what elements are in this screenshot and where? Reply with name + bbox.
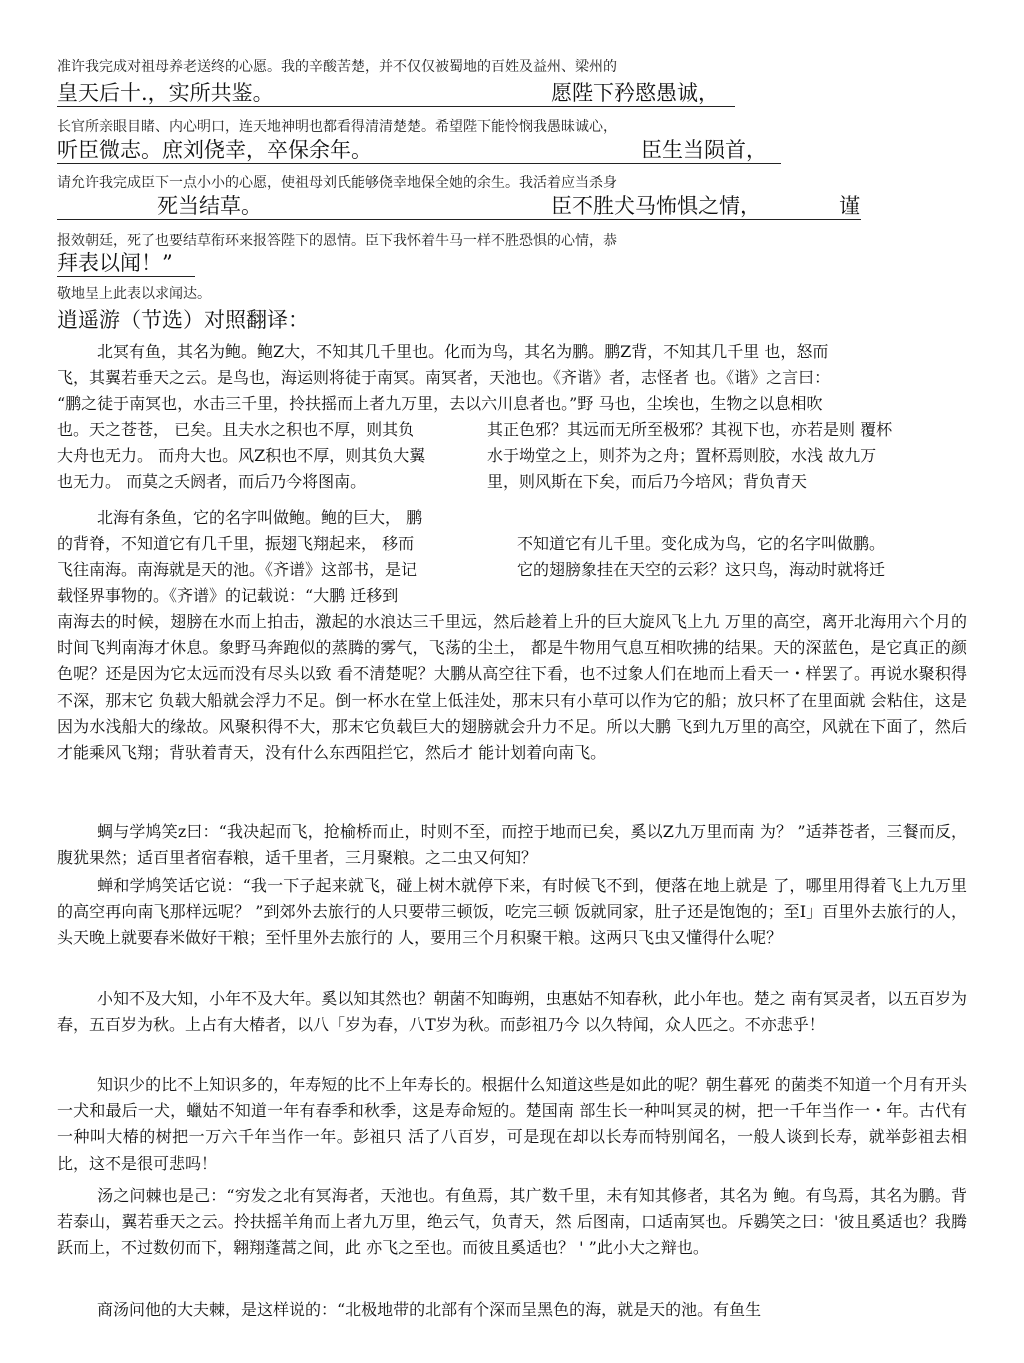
- original-phrase: 臣不胜犬马怖惧之情，: [551, 194, 761, 218]
- paragraph: [57, 986, 967, 1038]
- original-line: [57, 137, 781, 164]
- paragraph: [57, 873, 967, 952]
- text-line: 水于坳堂之上，则芥为之舟；置杯焉则胶，水浅 故九万: [487, 446, 877, 465]
- text-line: 飞往南海。南海就是天的池。《齐谱》这部书，是记: [57, 560, 418, 579]
- original-phrase: 皇天后十.，实所共鉴。: [57, 81, 274, 105]
- paragraph-text: 汤之问棘也是己：“穷发之北有冥海者，天池也。有鱼焉，其广数千里，未有知其修者，其名为 鲍。有鸟焉，其名为鹏。背若泰山，翼若垂天之云。拎扶摇羊角而上者九万里，绝云气，负青天，然 后图南，口适南冥也。斥鷃笑之曰：'彼且奚适也？我腾跃而上，不过数仞而下，翱翔蓬蒿之间，此 亦飞之至也。而彼且奚适也？ ' ”此小大之辩也。: [57, 1186, 967, 1258]
- gloss-line: 敬地呈上此表以求闻达。: [57, 286, 211, 302]
- paragraph-text: 知识少的比不上知识多的，年寿短的比不上年寿长的。根据什么知道这些是如此的呢？朝生暮死 的菌类不知道一个月有开头一犬和最后一犬，蠟姑不知道一年有春季和秋季，这是寿命短的。楚国南 部生长一种叫冥灵的树，把一千年当作一・年。古代有一种叫大椿的树把一万六千年当作一年。彭祖只 活了八百岁，可是现在却以长寿而特别闻名，一般人谈到长寿，就举彭祖去相比，这不是很可悲吗！: [57, 1075, 967, 1173]
- text-line: 载怪界事物的。《齐谱》的记载说：“大鹏 迁移到: [57, 586, 399, 605]
- gloss-line: 报效朝廷，死了也要结草衔环来报答陛下的恩情。臣下我怀着牛马一样不胜恐惧的心情，恭: [57, 233, 617, 249]
- text-line: 大舟也无力。 而舟大也。风Z积也不厚，则其负大翼: [57, 446, 426, 465]
- text-line: 的背脊，不知道它有几千里，振翅飞翔起来， 移而: [57, 534, 415, 553]
- text-line: 北海有条鱼，它的名字叫做鲍。鲍的巨大， 鹏: [97, 508, 423, 527]
- text-line: 也无力。 而莫之夭阏者，而后乃今将图南。: [57, 472, 367, 491]
- paragraph: [57, 819, 967, 871]
- gloss-line: 长官所亲眼目睹、内心明口，连天地神明也都看得清清楚楚。希望陛下能怜悯我愚昧诚心，: [57, 119, 617, 135]
- paragraph: [57, 1072, 967, 1177]
- text-line: 其正色邪？其远而无所至极邪？其视下也，亦若是则 覆杯: [487, 420, 893, 439]
- paragraph: [57, 1297, 967, 1323]
- text-line: 不知道它有儿千里。变化成为鸟，它的名字叫做鹏。: [517, 534, 886, 553]
- text-line: 它的翅膀象挂在天空的云彩？这只鸟，海动时就将迁: [517, 560, 886, 579]
- original-line: [57, 193, 861, 220]
- original-phrase: 臣生当陨首，: [641, 138, 767, 162]
- original-line: [57, 80, 735, 107]
- paragraph: 南海去的时候，翅膀在水而上拍击，激起的水浪达三千里远，然后趁着上升的巨大旋风飞上九 万里的高空，离开北海用六个月的时间飞判南海才休息。象野马奔跑似的蒸腾的雾气，飞荡的尘土， 都是牛物用气息互相吹拂的结果。天的深蓝色，是它真正的颜色呢？还是因为它太远而没有尽头以致 看不清楚呢？大鹏从高空往下看，也不过象人们在地而上看天一・样罢了。再说水聚积得不深，那末它 负载大船就会浮力不足。倒一杯水在堂上低洼处，那末只有小草可以作为它的船；放只杯了在里面就 会粘住，这是因为水浅船大的缘故。风聚积得不大，那末它负载巨大的翅膀就会升力不足。所以大鹏 飞到九万里的高空，风就在下面了，然后才能乘风飞翔；背驮着青天，没有什么东西阻拦它，然后才 能计划着向南飞。: [57, 612, 967, 763]
- original-phrase: 死当结草。: [157, 194, 262, 218]
- text-line: 飞，其翼若垂天之云。是鸟也，海运则将徒于南冥。南冥者，天池也。《齐谐》者，志怪者 也。《谐》之言曰：: [57, 368, 831, 387]
- original-phrase: 听臣微志。庶刘侥幸，卒保余年。: [57, 138, 372, 162]
- original-line: 拜表以闻！”: [57, 250, 195, 277]
- paragraph-text: 蜩与学鸠笑z曰：“我决起而飞，抢榆桥而止，时则不至，而控于地而已矣，奚以Z九万里而南 为？ ”适莽苍者，三餐而反，腹犹果然；适百里者宿春粮，适千里者，三月聚粮。之二虫又何知？: [57, 822, 967, 868]
- text-line: 北冥有鱼，其名为鲍。鲍Z大，不知其几千里也。化而为鸟，其名为鹏。鹏Z背，不知其几千里 也，怒而: [97, 342, 829, 361]
- text-line: 里，则风斯在下矣，而后乃今培风；背负青天: [487, 472, 808, 491]
- original-phrase: 愿陛下矜愍愚诚，: [551, 81, 719, 105]
- paragraph-text: 商汤问他的大夫棘，是这样说的：“北极地带的北部有个深而呈黑色的海，就是天的池。有鱼生: [97, 1300, 762, 1319]
- gloss-line: 请允许我完成臣下一点小小的心愿，使祖母刘氏能够侥幸地保全她的余生。我活着应当杀身: [57, 175, 617, 191]
- original-phrase: 谨: [839, 194, 860, 218]
- paragraph: [57, 1183, 967, 1262]
- text-line: “鹏之徒于南冥也，水击三千里，拎扶摇而上者九万里，去以六川息者也。”野 马也，尘埃也，生物之以息相吹: [57, 394, 823, 413]
- gloss-line: 准许我完成对祖母养老送终的心愿。我的辛酸苦楚，并不仅仅被蜀地的百姓及益州、梁州的: [57, 59, 617, 75]
- text-line: 也。天之苍苍， 已矣。且夫水之积也不厚，则其负: [57, 420, 415, 439]
- paragraph-text: 蝉和学鸠笑话它说：“我一下子起来就飞，碰上树木就停下来，有时候飞不到，便落在地上就是 了，哪里用得着飞上九万里的高空再向南飞那样远呢？ ”到郊外去旅行的人只要带三顿饭，吃完三顿 饭就同家，肚子还是饱饱的；至I」百里外去旅行的人，头天晚上就要春米做好干粮；至忏里外去旅行的 人，要用三个月积聚干粮。这两只飞虫又懂得什么呢？: [57, 876, 967, 948]
- paragraph-text: 小知不及大知，小年不及大年。奚以知其然也？朝菌不知晦朔，虫惠姑不知春秋，此小年也。楚之 南有冥灵者，以五百岁为春，五百岁为秋。上占有大椿者，以八「岁为春，八T岁为秋。而彭祖乃今 以久特闻，众人匹之。不亦悲乎！: [57, 989, 967, 1035]
- section-heading: 逍遥游（节选）对照翻译：: [57, 308, 309, 332]
